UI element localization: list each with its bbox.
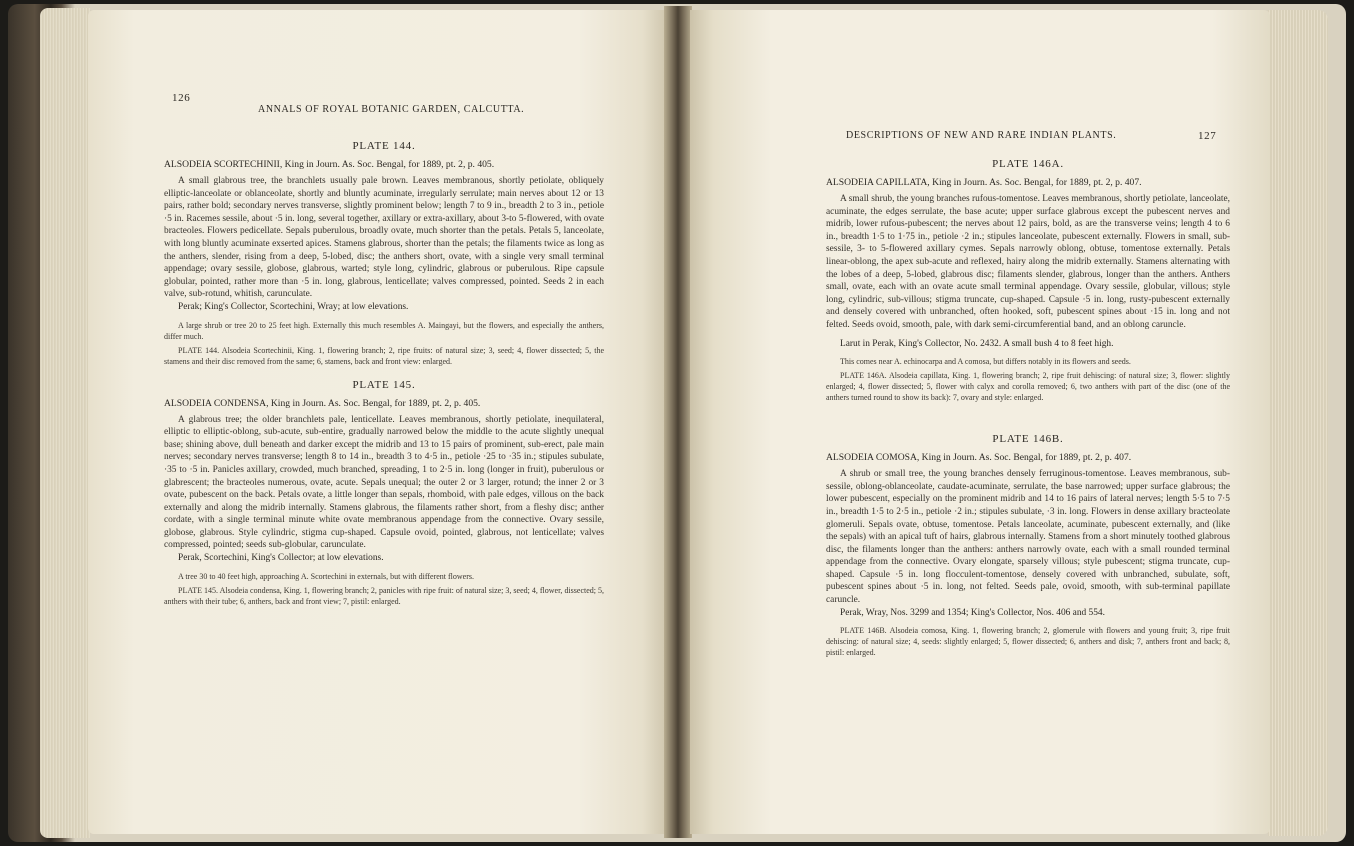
species-citation: ALSODEIA SCORTECHINII, King in Journ. As. Soc. Bengal, for 1889, pt. 2, p. 405. <box>164 159 495 170</box>
left-page-edges <box>40 8 90 838</box>
plate-heading: PLATE 146A. <box>992 158 1064 170</box>
species-citation: ALSODEIA COMOSA, King in Journ. As. Soc. Bengal, for 1889, pt. 2, p. 407. <box>826 452 1132 464</box>
book-gutter <box>664 6 692 838</box>
species-citation: ALSODEIA CONDENSA, King in Journ. As. Soc. Bengal, for 1889, pt. 2, p. 405. <box>164 397 481 409</box>
species-locality: Larut in Perak, King's Collector, No. 2432. A small bush 4 to 8 feet high. <box>840 338 1114 349</box>
left-content <box>164 140 604 607</box>
species-description: A small glabrous tree, the branchlets usually pale brown. Leaves membranous, shortly petiolate, obliquely elliptic-lanceolate or oblanceolate, shortly and bluntly acuminate, irregularly serrulate; main nerves about 12 or 13 pairs, rather bold; secondary nerves transverse, slightly prominent below; length 7 to 9 in., breadth 2 to 3 in., petiole ·5 in. Racemes sessile, about ·5 in. long, several together, axillary or extra-axillary, about 3-to 5-flowered, with ovate bracteoles. Flowers pedicellate. Sepals puberulous, broadly ovate, much shorter than the petals. Petals 5, lanceolate, with long bluntly acuminate exserted apices. Stamens glabrous, shorter than the petals; the filaments twice as long as the anthers, slender, rising from a deep, 5-lobed, disc; the anthers short, ovate, with a single very small terminal appendage; ovary sessile, globose, glabrous, warted; style long, cylindric, glabrous or puberulous. Ripe capsule globular, pointed, rather more than ·5 in. long, glabrous, lenticellate; valves compressed, pointed. Seeds 2 in each valve, sub-rotund, whitish, carunculate. <box>164 176 604 300</box>
plate-caption: PLATE 144. Alsodeia Scortechinii, King. 1, flowering branch; 2, ripe fruits: of natural size; 3, seed; 4, flower dissected; 5, the stamens and their disc removed from the same; 6, stamens, back and front view: enlarged. <box>164 345 604 366</box>
left-page-number: 126 <box>172 92 191 104</box>
plate-heading: PLATE 145. <box>352 378 416 391</box>
right-page <box>690 10 1270 834</box>
left-running-title: ANNALS OF ROYAL BOTANIC GARDEN, CALCUTTA. <box>258 104 525 115</box>
right-page-edges <box>1268 10 1328 836</box>
species-remark: A tree 30 to 40 feet high, approaching A. Scortechini in externals, but with different flowers. <box>178 571 474 581</box>
species-locality: Perak, Wray, Nos. 3299 and 1354; King's Collector, Nos. 406 and 554. <box>840 607 1105 618</box>
species-locality: Perak, Scortechini, King's Collector; at low elevations. <box>178 553 384 564</box>
right-page-number: 127 <box>1198 130 1217 142</box>
right-content <box>826 158 1230 658</box>
right-running-title: DESCRIPTIONS OF NEW AND RARE INDIAN PLANTS. <box>846 130 1117 141</box>
plate-heading: PLATE 146B. <box>992 433 1064 446</box>
species-remark: This comes near A. echinocarpa and A comosa, but differs notably in its flowers and seeds. <box>840 357 1131 367</box>
species-description: A glabrous tree; the older branchlets pale, lenticellate. Leaves membranous, shortly petiolate, inequilateral, elliptic to elliptic-oblong, sub-acute, sub-entire, gradually narrowed below the middle to the acute slightly unequal base; shining above, dull beneath and darker except the midrib and 13 to 15 pairs of prominent, sub-erect, pale main nerves; secondary nerves transverse; length 8 to 14 in., breadth 3 to 4·5 in., petiole ·25 to ·35 in.; stipules subulate, ·35 to ·5 in. Panicles axillary, crowded, much branched, spreading, 1 to 2·5 in. long (longer in fruit), puberulous or glabrescent; the bracteoles numerous, ovate, acute. Sepals unequal; the outer 2 or 3 larger, rotund; the inner 2 or 3 ovate, pubescent on the back. Petals ovate, a little longer than sepals, rhomboid, with pale edges, villous on the back externally and along the midrib internally. Stamens glabrous, the filaments rather short, from a fleshy disc; anther cordate, with a single terminal minute white ovate membranous appendage from the connective. Ovary sessile, globose, glabrous. Style cylindric, stigma cup-shaped. Capsule ovoid, pointed, glabrous, not lenticellate; valves compressed, pointed; seeds sub-globular, carunculate. <box>164 414 604 551</box>
left-page <box>88 10 666 834</box>
species-citation: ALSODEIA CAPILLATA, King in Journ. As. Soc. Bengal, for 1889, pt. 2, p. 407. <box>826 177 1142 188</box>
species-description: A small shrub, the young branches rufous-tomentose. Leaves membranous, shortly petiolate, lanceolate, acuminate, the edges serrulate, the base acute; upper surface glabrous except the pubescent nerves and midrib, lower rufous-pubescent; the nerves about 12 pairs, bold, as are the transverse veins; length 4 to 6 in., breadth 1·5 to 1·75 in., petiole ·2 in.; stipules lanceolate, pubescent externally. Flowers in small, sub-sessile, 3- to 5-flowered axillary cymes. Sepals narrowly oblong, obtuse, tomentose externally. Petals linear-oblong, the apex sub-acute and reflexed, hairy along the midrib externally. Stamens alternating with the lobes of a deep, 5-lobed, glabrous disc; filaments slender, glabrous, longer than the anthers. Anthers small, ovate, each with an ovate acute small terminal appendage. Ovary sessile, globular, villous; style long, cylindric, sub-villous; stigma truncate, cup-shaped. Capsule ·5 in. long, rusty-pubescent externally and densely covered with unbranched, often hooked, soft, pubescent spines about ·15 in. long and not felted. Seeds ovoid, smooth, pale, with dark semi-circumferential band, and an oblong caruncle. <box>826 194 1231 330</box>
plate-caption: PLATE 146A. Alsodeia capillata, King. 1, flowering branch; 2, ripe fruit dehiscing: of natural size; 3, flower: slightly enlarged; 4, flower dissected; 5, flower with calyx and corolla removed; 6, two anthers with part of the disc (one of the anthers turned round to show its back): 7, ovary and style: enlarged. <box>826 371 1230 403</box>
plate-heading: PLATE 144. <box>352 140 416 152</box>
plate-caption: PLATE 146B. Alsodeia comosa, King. 1, flowering branch; 2, glomerule with flowers and young fruit; 3, ripe fruit dehiscing: of natural size; 4, seeds: slightly enlarged; 5, flower dissected; 6, anthers and disk; 7, anthers front and back; 8, pistil: enlarged. <box>826 626 1230 658</box>
plate-caption: PLATE 145. Alsodeia condensa, King. 1, flowering branch; 2, panicles with ripe fruit: of natural size; 3, seed; 4, flower, dissected; 5, anthers with their tube; 6, anthers, back and front view; 7, pistil: enlarged. <box>164 585 604 606</box>
species-remark: A large shrub or tree 20 to 25 feet high. Externally this much resembles A. Maingayi, but the flowers, and especially the anthers, differ much. <box>164 320 604 341</box>
species-locality: Perak; King's Collector, Scortechini, Wray; at low elevations. <box>178 301 409 312</box>
species-description: A shrub or small tree, the young branches densely ferruginous-tomentose. Leaves membranous, sub-sessile, oblong-oblanceolate, caudate-acuminate, serrulate, the base narrowed; upper surface glabrous; the lower pubescent, especially on the prominent midrib and 14 to 16 pairs of lateral nerves; length 5·5 to 7·5 in., breadth 1·5 to 2·5 in., petiole ·2 in.; stipules subulate, ·3 in. long. Flowers in dense axillary bracteolate glomeruli. Sepals ovate, obtuse, tomentose. Petals lanceolate, acuminate, pubescent externally, and (like the sepals) with an apical tuft of hairs, glabrous internally. Stamens from a short minutely toothed glabrous disc, the filaments longer than the anthers: anthers narrowly ovate, each with a small rounded terminal appendage from the connective. Ovary elongate, sparsely villous; style pubescent; stigma truncate, cup-shaped. Capsule ·5 in. long flocculent-tomentose, densely covered with unbranched, subulate, soft, pubescent spines about ·5 in. long, not felted. Seeds pale, ovoid, smooth, with sub-terminal papillate caruncle. <box>826 469 1230 606</box>
